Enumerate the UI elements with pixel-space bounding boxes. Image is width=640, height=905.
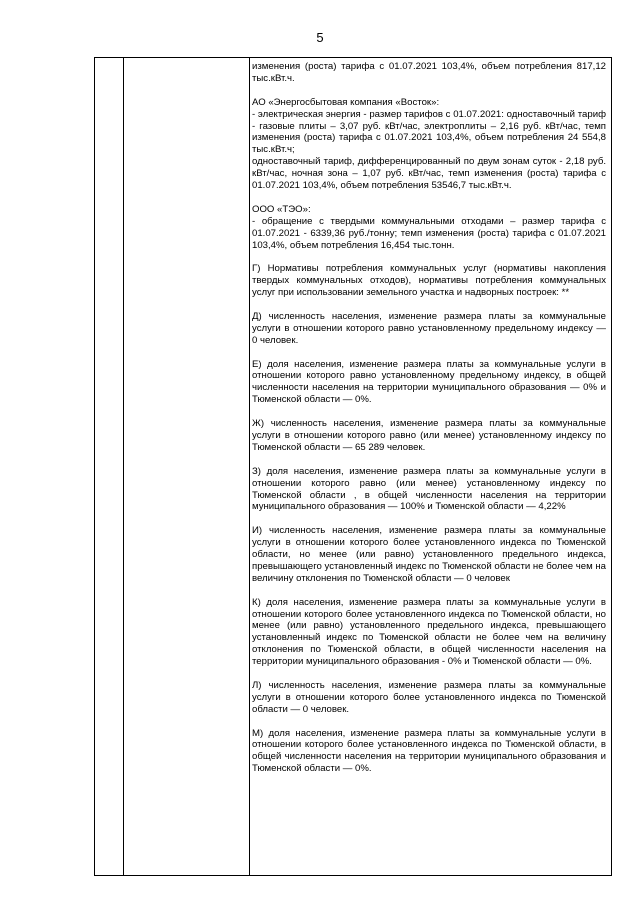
paragraph-g: Г) Нормативы потребления коммунальных услуг (нормативы накопления твердых коммунальных отходов), нормативы потребления коммунальных услуг при использовании земельного участка и надворных построек: ** [252,263,606,299]
paragraph-vostok-two-zone: одноставочный тариф, дифференцированный по двум зонам суток - 2,18 руб. кВт/час, ночная зона – 1,07 руб. кВт/час, темп изменения (роста) тарифа с 01.07.2021 103,4%, объем потребления 53546,7 тыс.кВт.ч. [252,156,606,192]
paragraph-d: Д) численность населения, изменение размера платы за коммунальные услуги в отношении которого равно установленному предельному индексу — 0 человек. [252,310,606,346]
paragraph-m: М) доля населения, изменение размера платы за коммунальные услуги в отношении которого более установленного индекса по Тюменской области, в общей численности населения на территории муниципального образования и Тюменской области — 0%. [252,727,606,775]
paragraph-k: К) доля населения, изменение размера платы за коммунальные услуги в отношении которого более установленного индекса по Тюменской области, но менее (или равно) установленного предельного индекса, превышающего установленный индекс по Тюменской области не более чем на величину отклонения по Тюменской области, в общей численности населения на территории муниципального образования - 0% и Тюменской области — 0%. [252,596,606,668]
paragraph-vostok-title: АО «Энергосбытовая компания «Восток»: [252,96,440,108]
table-cell-content [252,61,606,775]
paragraph-teo-title: ООО «ТЭО»: [252,203,311,215]
column-divider-2 [249,58,250,875]
paragraph-z: З) доля населения, изменение размера платы за коммунальные услуги в отношении которого равно (или менее) установленному индексу по Тюменской области , в общей численности населения на территории муниципального образования — 100% и Тюменской области — 4,22% [252,465,606,513]
document-table [94,57,612,876]
paragraph-vostok-electricity: - электрическая энергия - размер тарифов с 01.07.2021: одноставочный тариф - газовые плиты – 3,07 руб. кВт/час, электроплиты – 2,16 руб. кВт/час, темп изменения (роста) тарифа с 01.07.2021 103,4%, объем потребления 24 554,8 тыс.кВт.ч; [252,108,606,156]
paragraph-tariff-continuation: изменения (роста) тарифа с 01.07.2021 103,4%, объем потребления 817,12 тыс.кВт.ч. [252,61,606,84]
paragraph-zh: Ж) численность населения, изменение размера платы за коммунальные услуги в отношении которого равно (или менее) установленному индексу по Тюменской области — 65 289 человек. [252,418,606,453]
page-number: 5 [316,30,324,45]
paragraph-l: Л) численность населения, изменение размера платы за коммунальные услуги в отношении которого более установленного индекса по Тюменской области — 0 человек. [252,679,606,715]
paragraph-teo-waste: - обращение с твердыми коммунальными отходами – размер тарифа с 01.07.2021 - 6339,36 руб./тонну; темп изменения (роста) тарифа с 01.07.2021 103,4%, объем потребления 16,454 тыс.тонн. [252,215,606,251]
column-divider-1 [123,58,124,875]
paragraph-i: И) численность населения, изменение размера платы за коммунальные услуги в отношении которого более установленного индекса по Тюменской области, но менее (или равно) установленного предельного индекса, превышающего установленный индекс по Тюменской области не более чем на величину отклонения по Тюменской области — 0 человек [252,525,606,584]
paragraph-e: Е) доля населения, изменение размера платы за коммунальные услуги в отношении которого равно установленному предельному индексу, в общей численности населения на территории муниципального образования — 0% и Тюменской области — 0%. [252,358,606,406]
